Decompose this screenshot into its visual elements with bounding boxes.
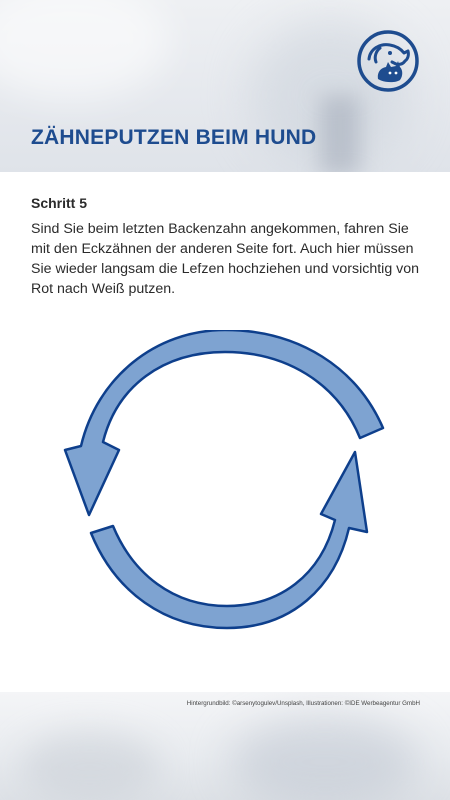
bottom-arrow [91, 452, 367, 628]
image-credits: Hintergrundbild: ©arsenytogulev/Unsplash, Illustrationen: ©IDE Werbeagentur GmbH [186, 700, 420, 707]
step-description: Sind Sie beim letzten Backenzahn angekommen, fahren Sie mit den Eckzähnen der anderen Seite fort. Auch hier müssen Sie wieder langsam die Lefzen hochziehen und vorsichtig von Rot nach Weiß putzen. [31, 221, 420, 297]
step-label: Schritt 5 [31, 195, 88, 211]
circular-arrows-icon [55, 330, 400, 640]
footer-background [0, 692, 450, 800]
dog-cat-logo-icon [356, 29, 420, 93]
page-title: ZÄHNEPUTZEN BEIM HUND [31, 126, 317, 149]
